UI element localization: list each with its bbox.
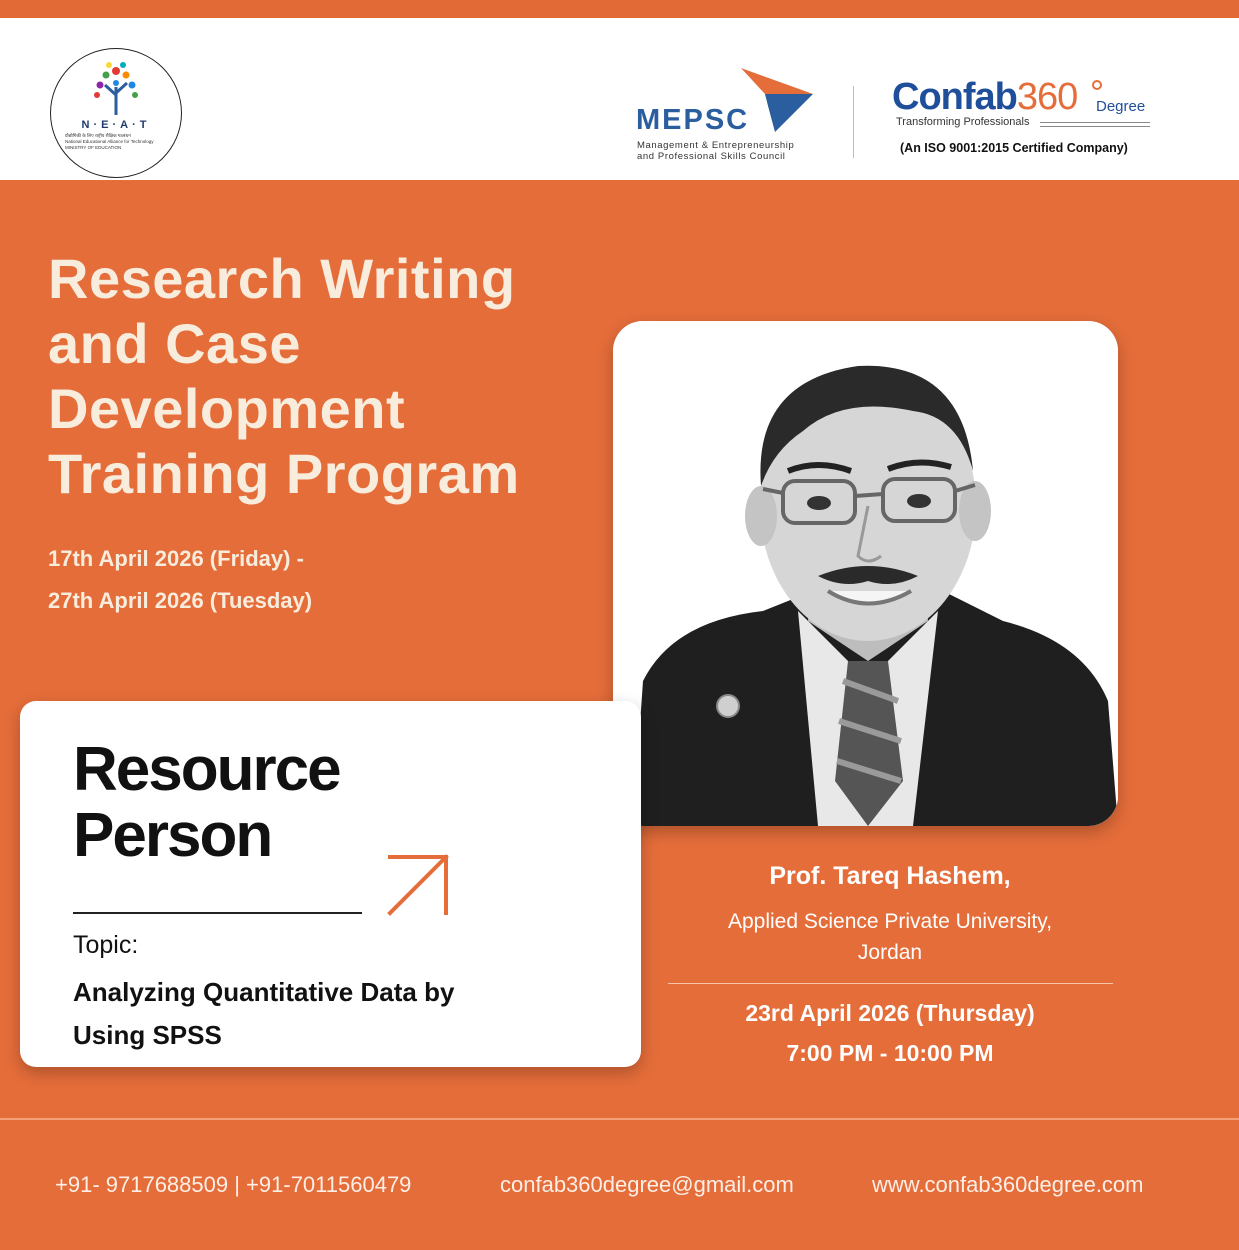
mepsc-desc-line2: and Professional Skills Council [637, 151, 786, 162]
speaker-photo [613, 321, 1118, 826]
header-divider [853, 86, 854, 158]
topic-title [73, 971, 593, 1057]
program-title [48, 246, 608, 506]
mepsc-name: MEPSC [636, 104, 750, 136]
program-title-line: Training Program [48, 442, 520, 505]
resource-divider [73, 912, 362, 914]
confab-name-number: 360 [1016, 76, 1078, 118]
confab-name-text: Confab [892, 76, 1017, 118]
mepsc-desc-line1: Management & Entrepreneurship [637, 140, 795, 151]
program-dates [48, 538, 312, 622]
speaker-photo-card [613, 321, 1118, 826]
footer-email[interactable]: confab360degree@gmail.com [500, 1172, 794, 1197]
topic-label: Topic: [73, 931, 139, 959]
program-title-line: Development [48, 377, 406, 440]
top-accent-strip [0, 0, 1239, 18]
session-date: 23rd April 2026 (Thursday) [745, 1000, 1035, 1026]
mepsc-logo [635, 64, 825, 164]
confab-logo [890, 76, 1160, 166]
speaker-name: Prof. Tareq Hashem, [769, 862, 1011, 890]
resource-person-heading [73, 737, 340, 869]
neat-logo [50, 48, 182, 178]
neat-wordmark: N·E·A·T [81, 119, 151, 131]
neat-subtitle [65, 133, 167, 151]
topic-line2: Using SPSS [73, 1020, 222, 1050]
confab-certification: (An ISO 9001:2015 Certified Company) [900, 141, 1128, 155]
session-time: 7:00 PM - 10:00 PM [786, 1040, 994, 1066]
footer-divider [0, 1118, 1239, 1120]
program-title-line: Research Writing [48, 247, 516, 310]
footer-website[interactable]: www.confab360degree.com [872, 1172, 1144, 1197]
topic-line1: Analyzing Quantitative Data by [73, 977, 455, 1007]
resource-title-line1: Resource [73, 735, 340, 804]
header [0, 18, 1239, 180]
speaker-affiliation-line1: Applied Science Private University, [727, 910, 1053, 933]
degree-circle-icon [1092, 80, 1102, 90]
mepsc-description [637, 140, 794, 162]
footer-phones[interactable]: +91- 9717688509 | +91-7011560479 [55, 1172, 412, 1197]
neat-subtitle-hindi: प्रौद्योगिकी के लिए राष्ट्रीय शैक्षिक गठबंधन [65, 133, 131, 138]
neat-ministry: MINISTRY OF EDUCATION [65, 145, 122, 150]
confab-degree: Degree [1096, 98, 1146, 115]
resource-title-line2: Person [73, 801, 272, 870]
resource-person-card [20, 701, 641, 1067]
speaker-divider [668, 983, 1113, 984]
confab-wordmark [892, 76, 1077, 119]
confab-tagline: Transforming Professionals [896, 116, 1030, 128]
program-date-end: 27th April 2026 (Tuesday) [48, 588, 313, 613]
program-title-line: and Case [48, 312, 301, 375]
arrow-up-right-icon [386, 851, 456, 917]
speaker-affiliation-line2: Jordan [857, 941, 923, 964]
neat-tree-icon [89, 59, 143, 117]
neat-subtitle-en: National Educational Alliance for Technology [65, 139, 154, 144]
program-date-start: 17th April 2026 (Friday) - [48, 546, 304, 571]
confab-rule [1040, 122, 1150, 127]
speaker-affiliation [660, 906, 1120, 968]
